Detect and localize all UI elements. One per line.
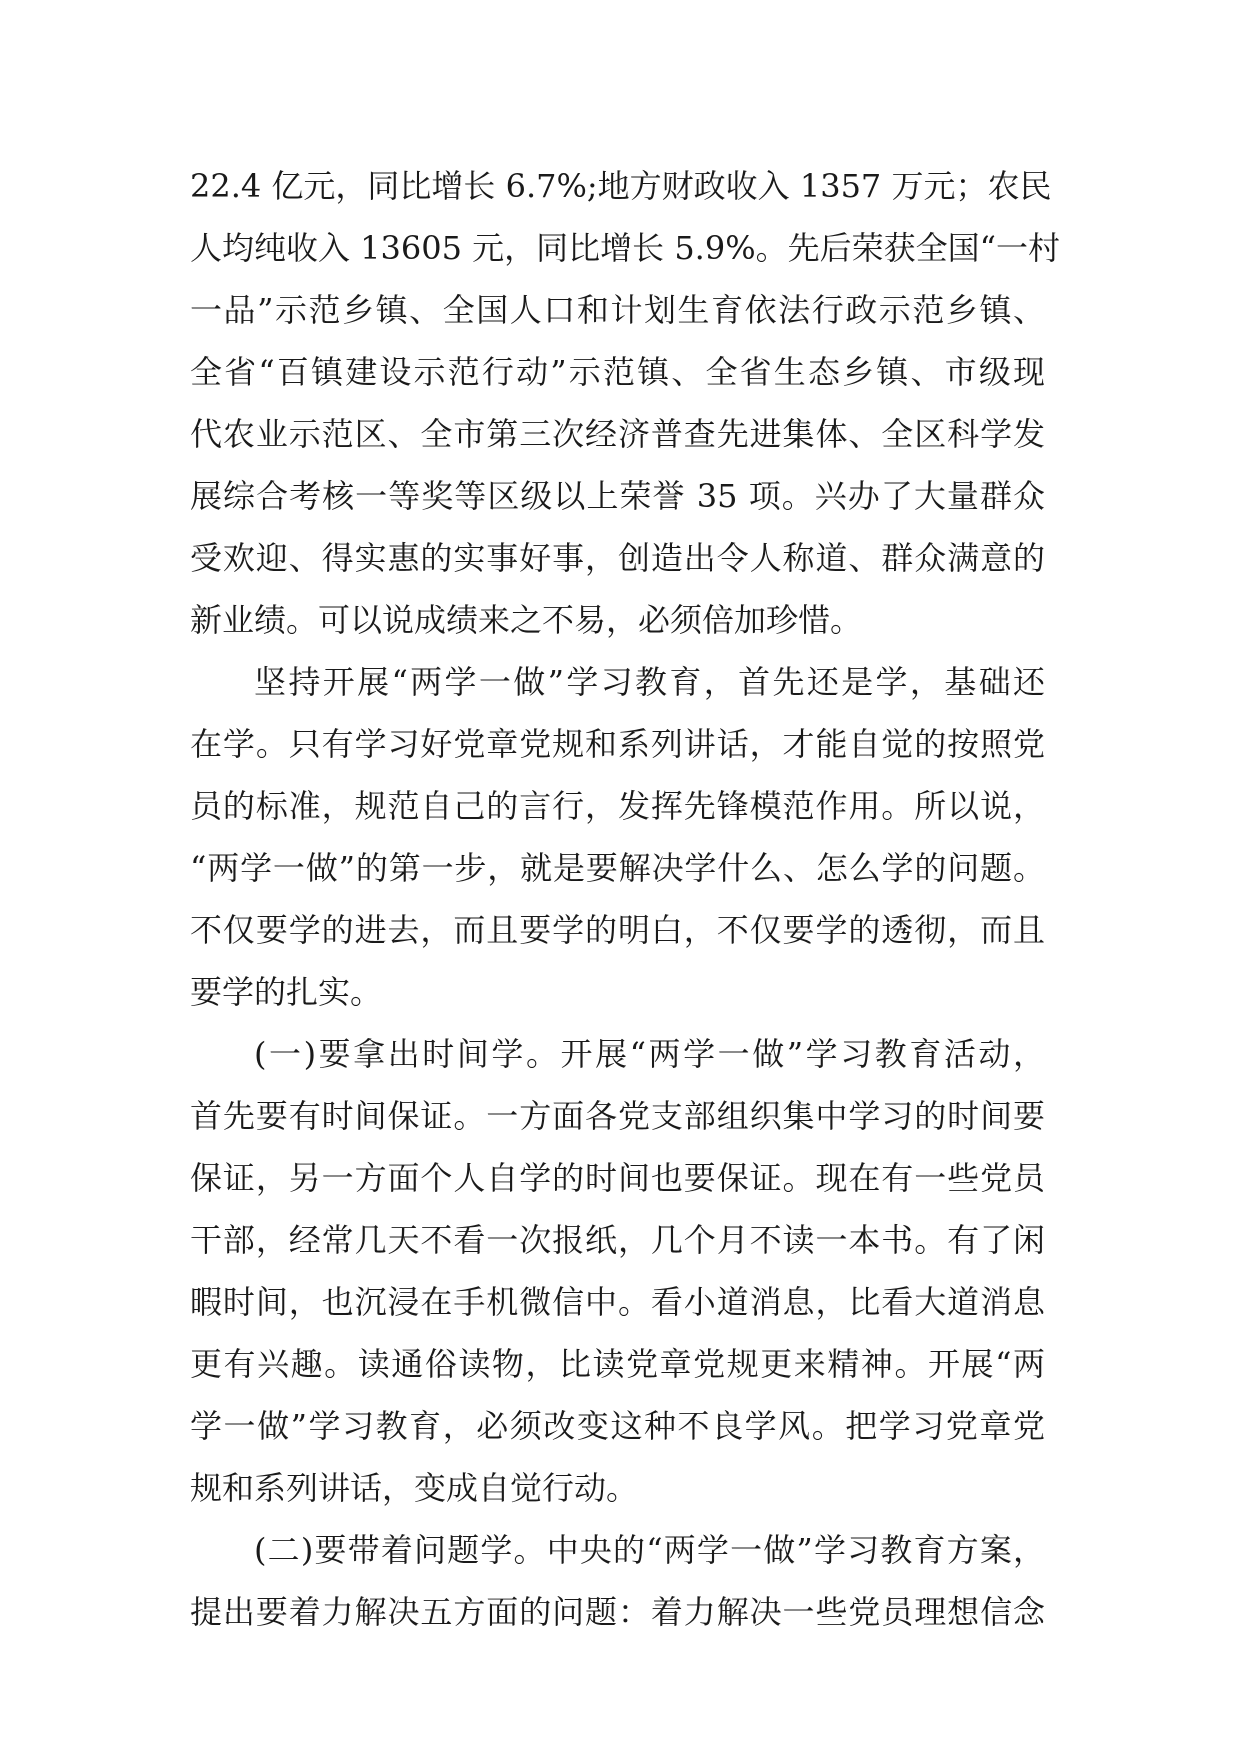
text-line: 员的标准，规范自己的言行，发挥先锋模范作用。所以说， (190, 787, 1045, 825)
text-line: 干部，经常几天不看一次报纸，几个月不读一本书。有了闲 (190, 1221, 1045, 1259)
text-line: 代农业示范区、全市第三次经济普查先进集体、全区科学发 (190, 415, 1045, 453)
text-line: 22.4 亿元，同比增长 6.7%;地方财政收入 1357 万元；农民 (190, 167, 1052, 205)
text-line: 规和系列讲话，变成自觉行动。 (190, 1469, 639, 1507)
text-line: 在学。只有学习好党章党规和系列讲话，才能自觉的按照党 (190, 725, 1045, 763)
text-line: 一品”示范乡镇、全国人口和计划生育依法行政示范乡镇、 (190, 291, 1045, 329)
text-line: 提出要着力解决五方面的问题：着力解决一些党员理想信念 (190, 1593, 1045, 1631)
text-line: 学一做”学习教育，必须改变这种不良学风。把学习党章党 (190, 1407, 1045, 1445)
text-line: 要学的扎实。 (190, 973, 383, 1011)
text-line: 坚持开展“两学一做”学习教育，首先还是学，基础还 (254, 663, 1045, 701)
paragraph-section-two (190, 1519, 1045, 1643)
section-heading-line: (二)要带着问题学。中央的“两学一做”学习教育方案， (254, 1531, 1045, 1569)
text-line: 人均纯收入 13605 元，同比增长 5.9%。先后荣获全国“一村 (190, 229, 1060, 267)
body-text (190, 155, 1060, 1643)
text-line: “两学一做”的第一步，就是要解决学什么、怎么学的问题。 (190, 849, 1045, 887)
text-line: 新业绩。可以说成绩来之不易，必须倍加珍惜。 (190, 601, 863, 639)
text-line: 暇时间，也沉浸在手机微信中。看小道消息，比看大道消息 (190, 1283, 1045, 1321)
text-line: 更有兴趣。读通俗读物，比读党章党规更来精神。开展“两 (190, 1345, 1045, 1383)
text-line: 全省“百镇建设示范行动”示范镇、全省生态乡镇、市级现 (190, 353, 1045, 391)
section-heading-line: (一)要拿出时间学。开展“两学一做”学习教育活动， (254, 1035, 1045, 1073)
paragraph-section-one (190, 1023, 1045, 1519)
text-line: 受欢迎、得实惠的实事好事，创造出令人称道、群众满意的 (190, 539, 1045, 577)
text-line: 展综合考核一等奖等区级以上荣誉 35 项。兴办了大量群众 (190, 477, 1045, 515)
text-line: 不仅要学的进去，而且要学的明白，不仅要学的透彻，而且 (190, 911, 1045, 949)
paragraph-study-basis (190, 651, 1045, 1023)
text-line: 保证，另一方面个人自学的时间也要保证。现在有一些党员 (190, 1159, 1045, 1197)
text-line: 首先要有时间保证。一方面各党支部组织集中学习的时间要 (190, 1097, 1045, 1135)
paragraph-achievements (190, 155, 1060, 651)
